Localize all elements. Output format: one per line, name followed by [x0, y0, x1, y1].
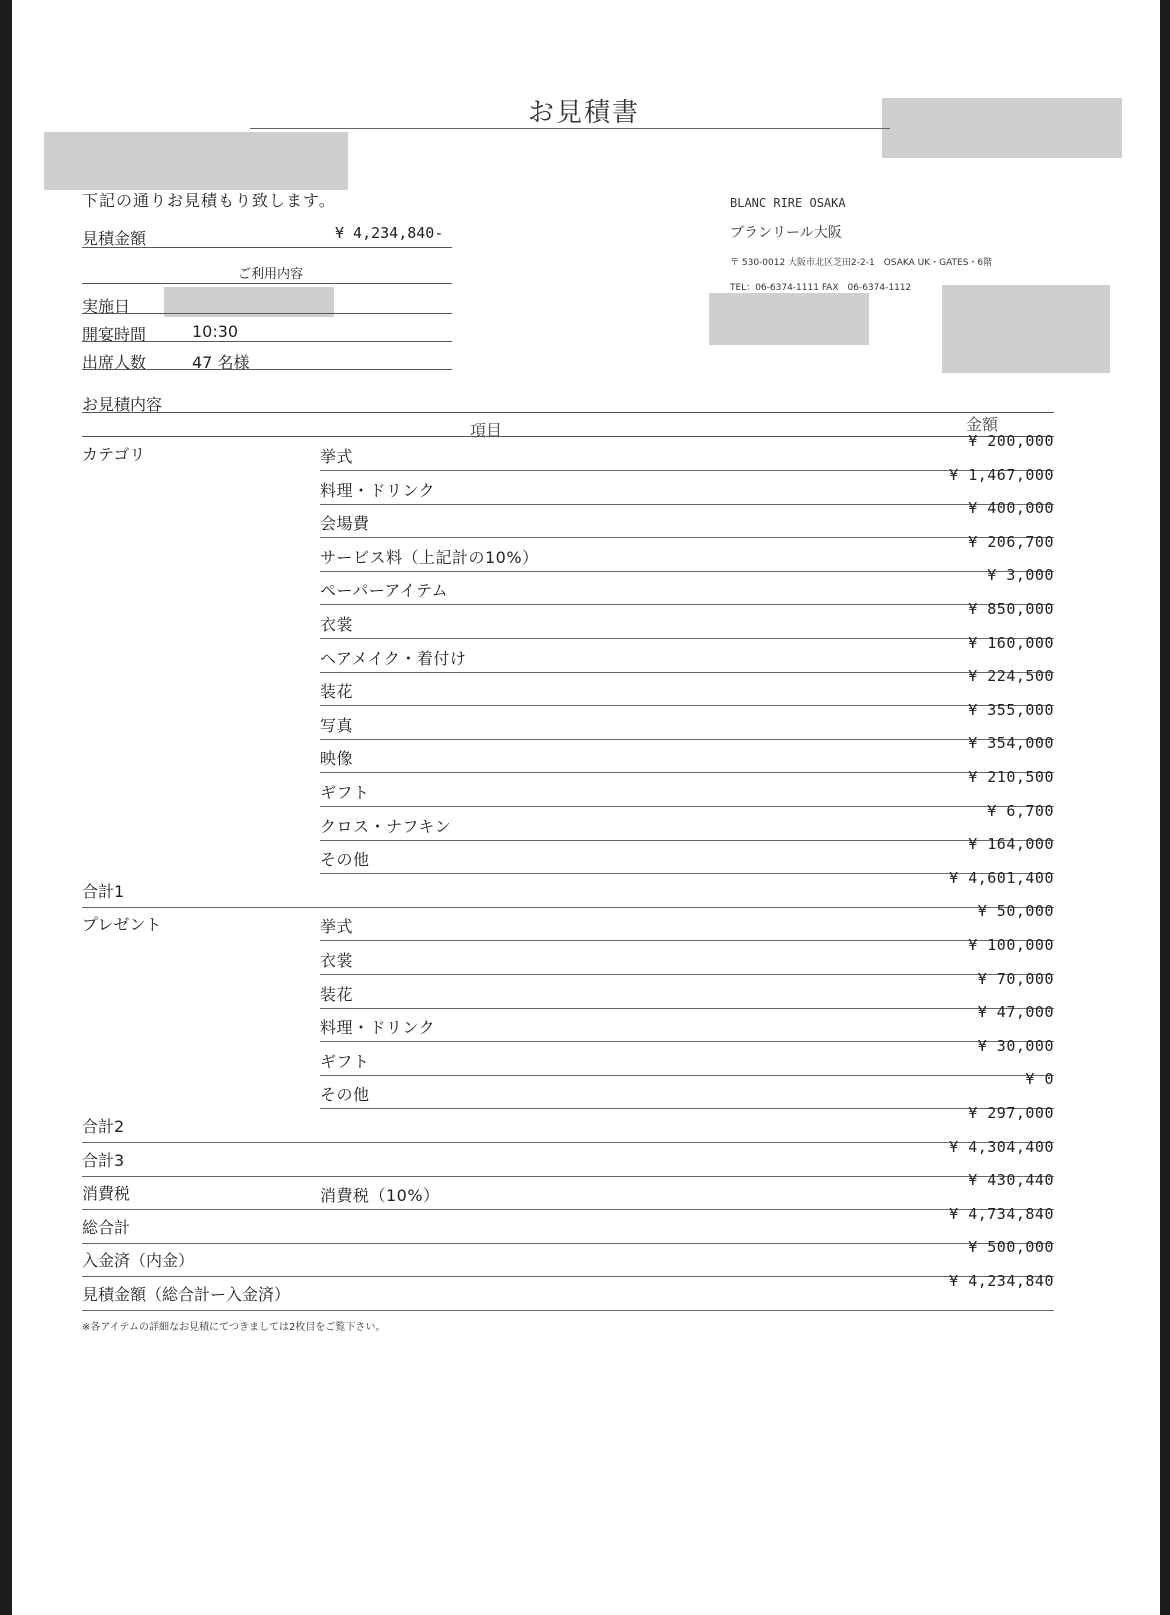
redacted-block: [44, 132, 348, 190]
row-amount: ¥ 70,000: [977, 969, 1054, 988]
row-item: 装花: [320, 984, 354, 1004]
row-category: 入金済（内金）: [82, 1251, 195, 1271]
row-amount: ¥ 4,304,400: [949, 1137, 1054, 1156]
row-amount: ¥ 850,000: [968, 600, 1054, 618]
table-row: [82, 1238, 1054, 1277]
row-item: 消費税（10%）: [320, 1186, 440, 1206]
table-row: [82, 667, 1054, 706]
row-category: 見積金額（総合計ー入金済）: [82, 1285, 291, 1304]
row-item: 装花: [320, 682, 354, 702]
column-header-amount: 金額: [966, 415, 999, 434]
row-item: 衣裳: [320, 951, 354, 970]
row-item: ギフト: [320, 1051, 370, 1071]
row-amount: ¥ 224,500: [968, 667, 1054, 686]
row-amount: ¥ 400,000: [968, 499, 1054, 518]
table-row: [82, 633, 1054, 673]
row-amount: ¥ 430,440: [968, 1171, 1054, 1190]
row-item: 会場費: [320, 514, 370, 534]
divider: [82, 283, 452, 284]
divider: [82, 313, 452, 314]
table-row: [82, 432, 1054, 471]
redacted-block: [709, 293, 869, 345]
row-amount: ¥ 1,467,000: [949, 465, 1054, 484]
row-item: 料理・ドリンク: [320, 1018, 436, 1038]
row-item: 衣裳: [320, 615, 354, 634]
table-row: [82, 566, 1054, 605]
company-name-en: BLANC RIRE OSAKA: [730, 196, 846, 210]
row-item: ヘアメイク・着付け: [320, 648, 467, 668]
table-row: [82, 1036, 1054, 1076]
row-amount: ¥ 4,234,840: [949, 1272, 1054, 1290]
table-row: [82, 1104, 1054, 1143]
table-row: [82, 1171, 1054, 1210]
document-title: お見積書: [528, 98, 641, 128]
row-category: 合計3: [82, 1150, 125, 1170]
row-amount: ¥ 200,000: [968, 432, 1054, 450]
table-row: [82, 499, 1054, 538]
estimate-page: [12, 0, 1160, 1615]
row-divider: [82, 1310, 1054, 1311]
row-amount: ¥ 50,000: [977, 902, 1054, 921]
table-row: [82, 868, 1054, 908]
table-row: [82, 768, 1054, 807]
row-item: 写真: [320, 715, 354, 735]
divider: [82, 369, 452, 370]
row-amount: ¥ 164,000: [968, 835, 1054, 854]
row-amount: ¥ 47,000: [977, 1003, 1054, 1022]
row-category: 消費税: [82, 1184, 131, 1204]
time-value: 10:30: [192, 322, 239, 341]
title-underline: [250, 128, 890, 129]
table-row: [82, 835, 1054, 874]
divider: [82, 436, 1054, 437]
row-amount: ¥ 4,601,400: [949, 868, 1054, 887]
company-phone: TEL：06-6374-1111 FAX 06-6374-1112: [730, 283, 912, 293]
row-item: その他: [320, 1085, 370, 1105]
column-header-item: 項目: [470, 421, 503, 440]
table-row: [82, 465, 1054, 505]
table-row: [82, 532, 1054, 572]
row-amount: ¥ 297,000: [968, 1104, 1054, 1122]
company-address: 〒 530-0012 大阪市北区芝田2-2-1 OSAKA UK・GATES・6階: [730, 258, 993, 268]
table-row: [82, 1070, 1054, 1109]
row-item: その他: [320, 850, 370, 870]
table-row: [82, 1272, 1054, 1311]
redacted-block: [882, 98, 1122, 158]
estimate-value: ¥ 4,234,840-: [335, 224, 444, 242]
row-amount: ¥ 100,000: [968, 936, 1054, 954]
row-item: 挙式: [320, 447, 354, 466]
redacted-block: [942, 285, 1110, 373]
row-item: クロス・ナフキン: [320, 816, 452, 836]
row-amount: ¥ 210,500: [968, 768, 1054, 786]
table-row: [82, 600, 1054, 639]
row-amount: ¥ 30,000: [977, 1036, 1054, 1055]
divider: [82, 341, 452, 342]
footnote: ※各アイテムの詳細なお見積にてつきましては2枚目をご覧下さい。: [82, 1322, 386, 1333]
time-label: 開宴時間: [82, 325, 147, 344]
row-amount: ¥ 4,734,840: [949, 1204, 1054, 1223]
table-row: [82, 969, 1054, 1009]
row-amount: ¥ 0: [1025, 1070, 1054, 1089]
row-amount: ¥ 6,700: [987, 801, 1054, 820]
row-amount: ¥ 160,000: [968, 633, 1054, 652]
divider: [82, 247, 452, 248]
estimate-label: 見積金額: [82, 229, 147, 248]
row-item: ギフト: [320, 783, 370, 802]
guests-value: 47 名様: [192, 353, 250, 372]
row-item: 挙式: [320, 917, 354, 937]
table-row: [82, 1204, 1054, 1244]
table-row: [82, 902, 1054, 941]
row-category: 総合計: [82, 1217, 131, 1237]
row-amount: ¥ 3,000: [987, 566, 1054, 585]
intro-text: 下記の通りお見積もり致します。: [82, 191, 336, 210]
table-row: [82, 700, 1054, 740]
row-amount: ¥ 355,000: [968, 700, 1054, 719]
usage-heading: ご利用内容: [238, 267, 304, 282]
table-row: [82, 801, 1054, 841]
row-category: 合計1: [82, 881, 125, 901]
section-title: お見積内容: [82, 395, 163, 414]
row-amount: ¥ 354,000: [968, 734, 1054, 753]
divider: [82, 412, 1054, 413]
row-item: 映像: [320, 749, 354, 769]
row-category: カテゴリ: [82, 445, 146, 464]
row-category: 合計2: [82, 1117, 125, 1136]
row-amount: ¥ 500,000: [968, 1238, 1054, 1257]
table-row: [82, 734, 1054, 773]
row-item: 料理・ドリンク: [320, 480, 436, 500]
table-row: [82, 1137, 1054, 1177]
row-amount: ¥ 206,700: [968, 532, 1054, 551]
row-item: サービス料（上記計の10%）: [320, 547, 539, 567]
row-category: プレゼント: [82, 915, 162, 935]
company-name-ja: ブランリール大阪: [730, 225, 842, 241]
table-row: [82, 936, 1054, 975]
date-label: 実施日: [82, 297, 131, 316]
guests-label: 出席人数: [82, 353, 147, 372]
table-row: [82, 1003, 1054, 1042]
row-item: ペーパーアイテム: [320, 581, 449, 601]
